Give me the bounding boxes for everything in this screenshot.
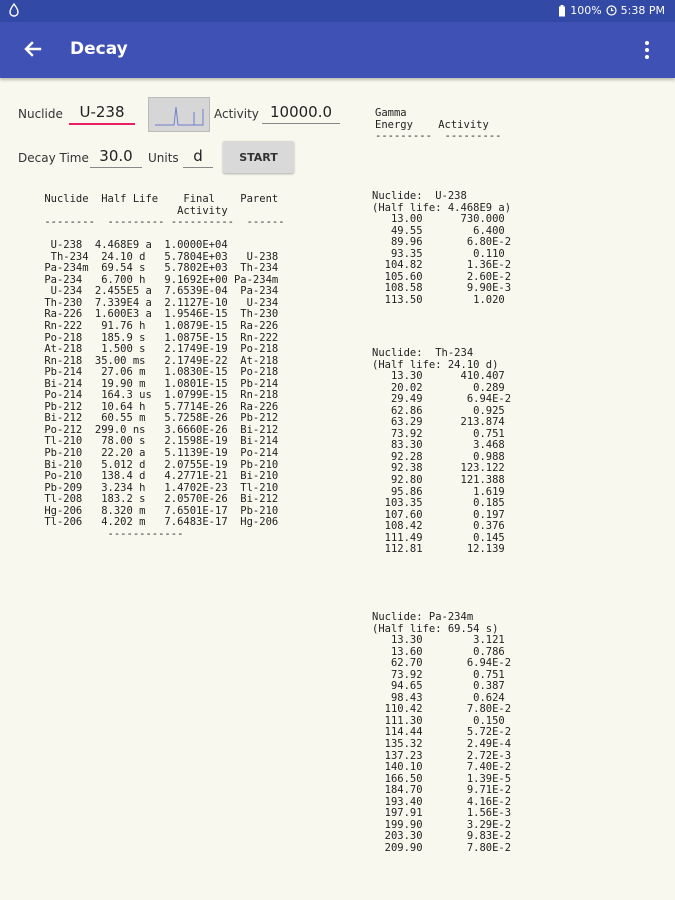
battery-icon [558,5,566,17]
status-time: 5:38 PM [620,4,665,17]
activity-label: Activity [214,107,259,121]
status-bar [0,0,675,22]
gamma-list-th234: Nuclide: Th-234 (Half life: 24.10 d) 13.30 410.407 20.02 0.289 29.49 6.94E-2 62.86 0.925 63.29 213.874 73.92 0.751 83.30 3.468 92.28 0.988 92.38 123.122 92.80 121.388 95.86 1.619 103.35 0.185 107.60 0.197 108.42 0.376 111.49 0.145 112.81 12.139 [372,347,512,556]
activity-input[interactable] [262,101,340,124]
units-label: Units [148,151,179,165]
battery-level: 100% [570,4,602,17]
decay-graph-thumbnail[interactable] [148,97,210,132]
nuclide-label: Nuclide [18,107,63,121]
page-title: Decay [70,39,128,59]
nuclide-input[interactable] [69,101,135,125]
decay-time-label: Decay Time [18,151,89,165]
decay-time-input[interactable] [90,145,142,168]
start-button[interactable]: START [223,141,294,173]
clock-icon [606,5,617,16]
decay-chain-table: Nuclide Half Life Final Parent Activity -------- --------- ---------- ------ U-238 4.468E9 a 1.0000E+04 Th-234 24.10 d 5.7804E+03 U-238 Pa-234m 69.54 s 5.7802E+03 Th-234 Pa-234 6.700 h 9.1692E+00 Pa-234m U-234 2.455E5 a 7.6539E-04 Pa-234 Th-230 7.339E4 a 2.1127E-10 U-234 Ra-226 1.600E3 a 1.9546E-15 Th-230 Rn-222 91.76 h 1.0879E-15 Ra-226 Po-218 185.9 s 1.0875E-15 Rn-222 At-218 1.500 s 2.1749E-19 Po-218 Rn-218 35.00 ms 2.1749E-22 At-218 Pb-214 27.06 m 1.0830E-15 Po-218 Bi-214 19.90 m 1.0801E-15 Pb-214 Po-214 164.3 us 1.0799E-15 Rn-218 Pb-212 10.64 h 5.7714E-26 Ra-226 Bi-212 60.55 m 5.7258E-26 Pb-212 Po-212 299.0 ns 3.6660E-26 Bi-212 Tl-210 78.00 s 2.1598E-19 Bi-214 Pb-210 22.20 a 5.1139E-19 Po-214 Bi-210 5.012 d 2.0755E-19 Pb-210 Po-210 138.4 d 4.2771E-21 Bi-210 Pb-209 3.234 h 1.4702E-23 Tl-210 Tl-208 183.2 s 2.0570E-26 Bi-212 Hg-206 8.320 m 7.6501E-17 Pb-210 Tl-206 4.202 m 7.6483E-17 Hg-206 ------------ [44,193,285,540]
gamma-list-u238: Nuclide: U-238 (Half life: 4.468E9 a) 13.00 730.000 49.55 6.400 89.96 6.80E-2 93.35 0.110 104.82 1.36E-2 105.60 2.60E-2 108.58 9.90E-3 113.50 1.020 [372,190,512,306]
gamma-list-pa234m: Nuclide: Pa-234m (Half life: 69.54 s) 13.30 3.121 13.60 0.786 62.70 6.94E-2 73.92 0.751 94.65 0.387 98.43 0.624 110.42 7.80E-2 111.30 0.150 114.44 5.72E-2 135.32 2.49E-4 137.23 2.72E-3 140.10 7.40E-2 166.50 1.39E-5 184.70 9.71E-2 193.40 4.16E-2 197.91 1.56E-3 199.90 3.29E-2 203.30 9.83E-2 209.90 7.80E-2 [372,611,512,854]
back-arrow-icon[interactable] [20,36,46,62]
gamma-header: Gamma Energy Activity --------- --------- [375,107,502,143]
units-input[interactable] [183,145,213,168]
app-bar [0,22,675,78]
overflow-menu-icon[interactable] [637,36,657,64]
notification-icon [8,3,20,20]
